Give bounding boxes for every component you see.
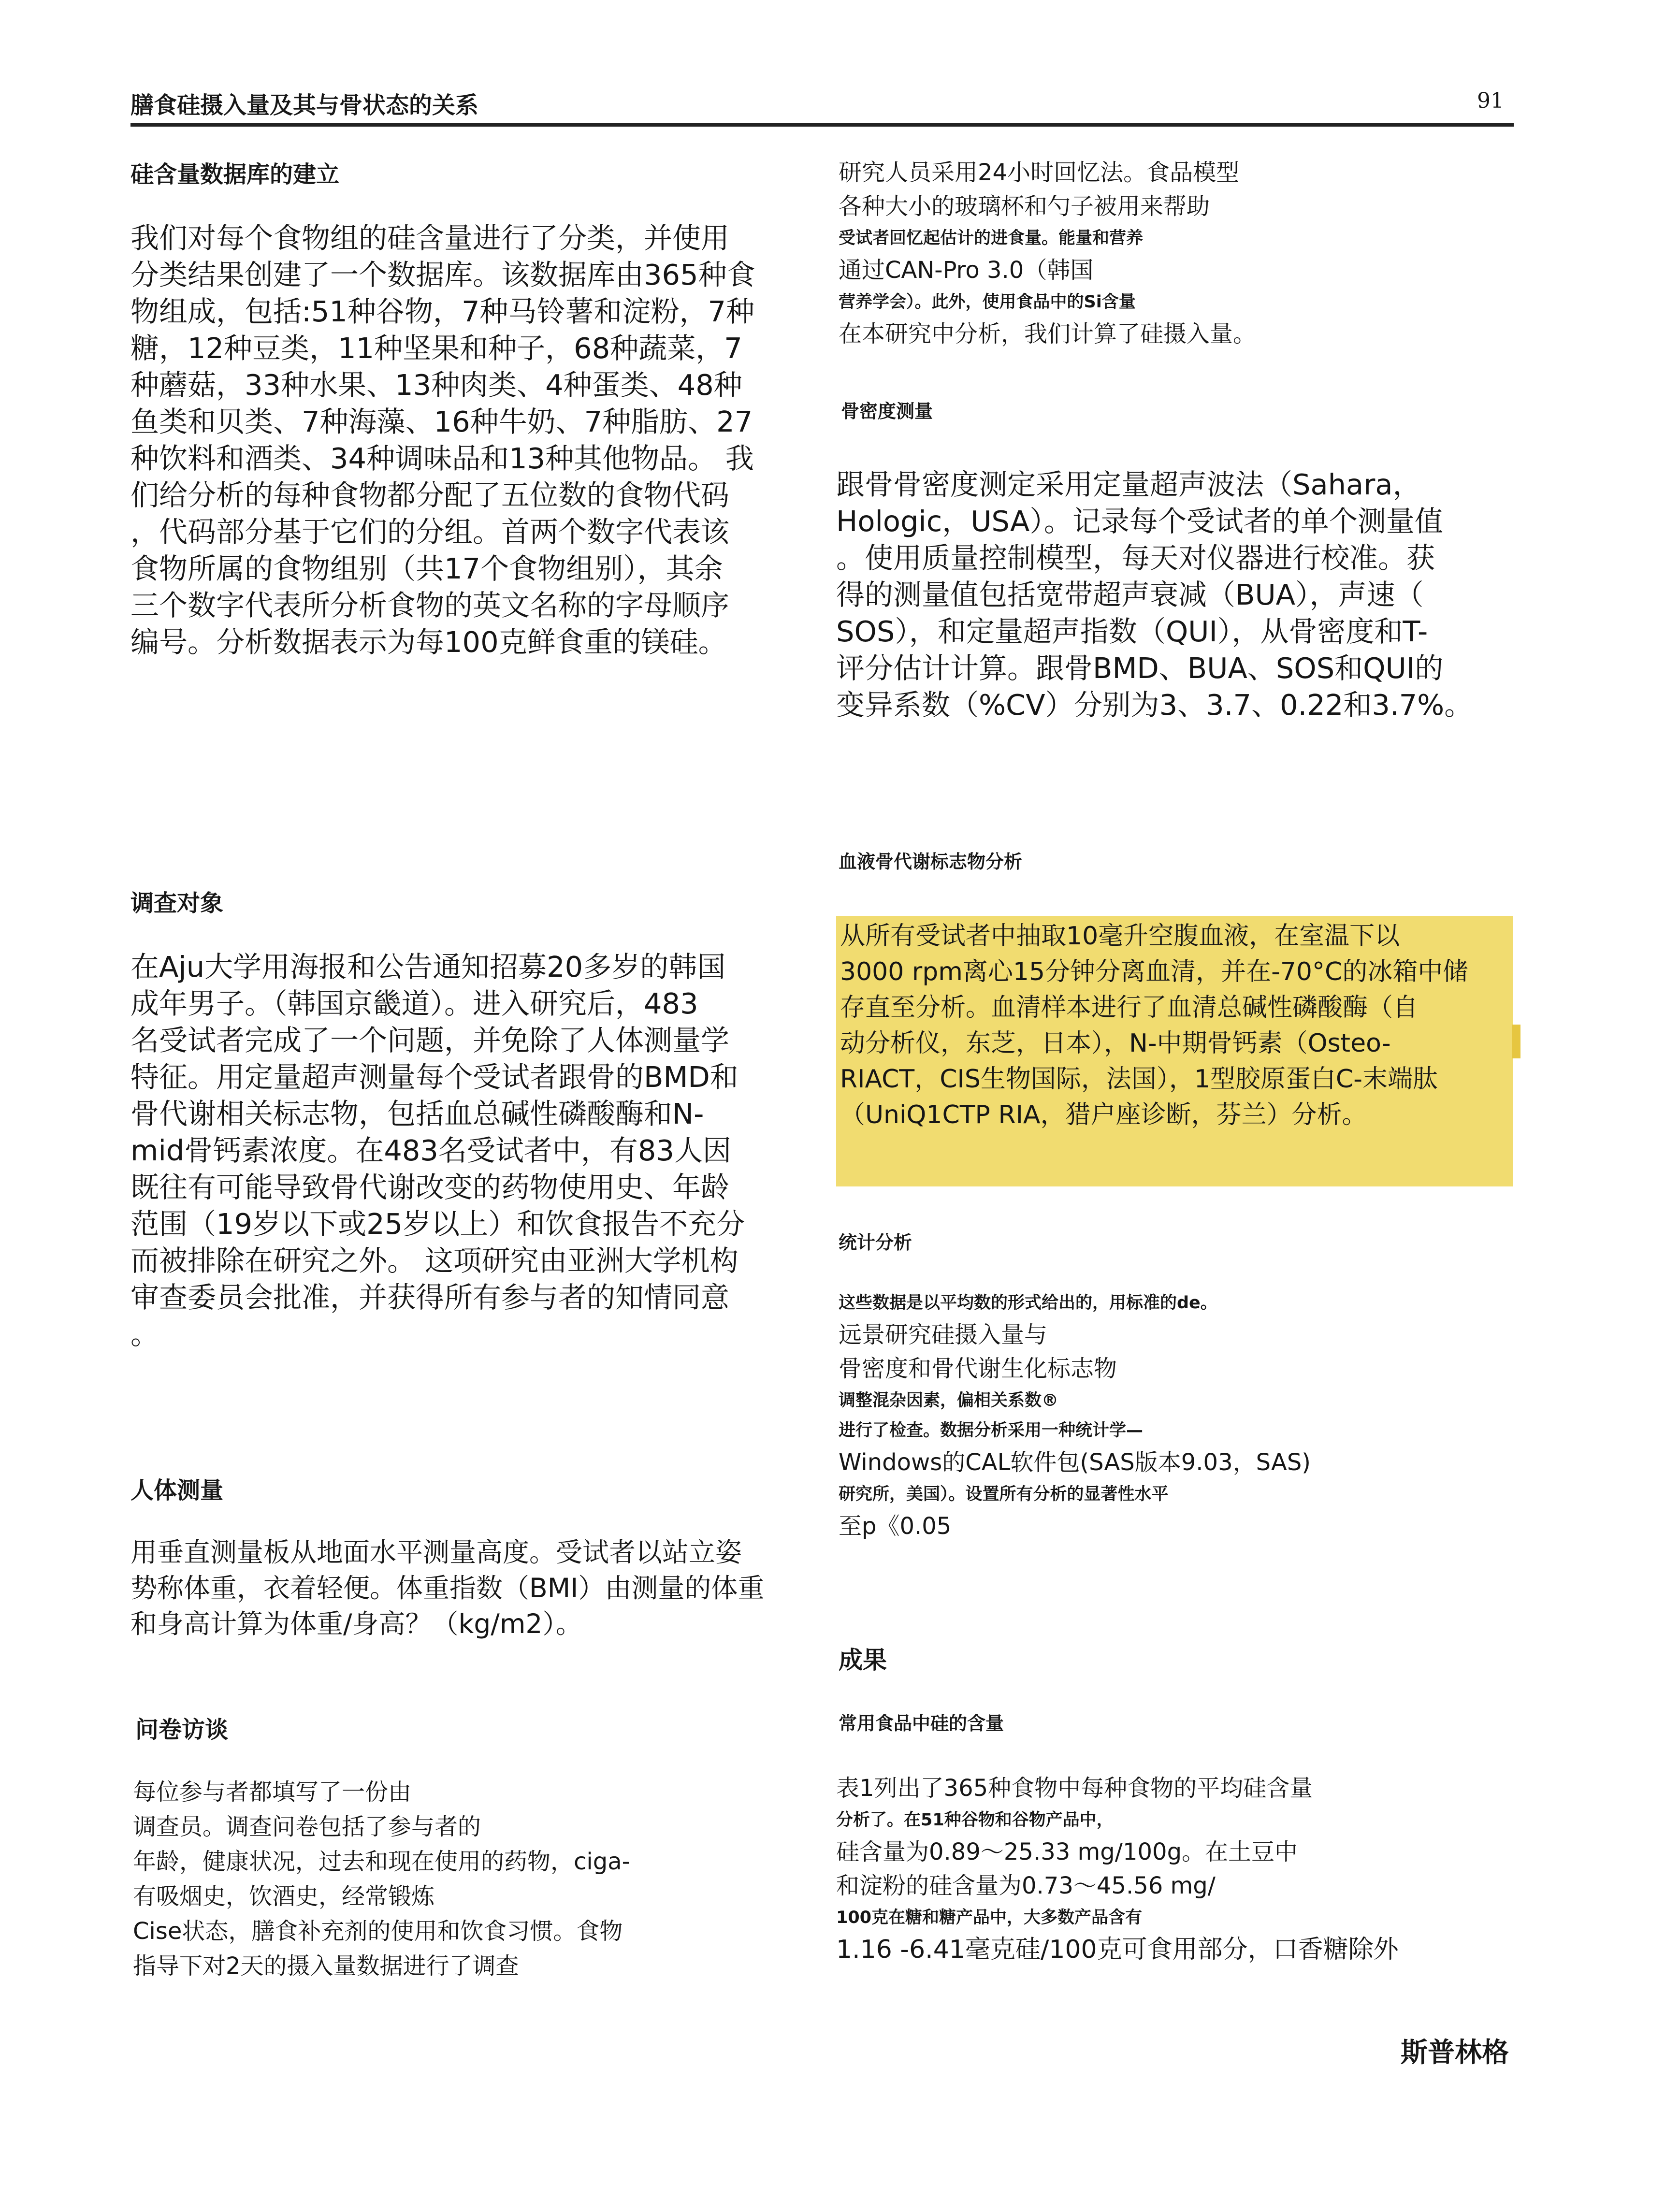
text-line: 三个数字代表所分析食物的英文名称的字母顺序 <box>130 589 730 622</box>
paragraph-questionnaire <box>133 1775 630 1983</box>
text-line: 调整混杂因素，偏相关系数® <box>839 1391 1059 1410</box>
text-line: 和身高计算为体重/身高？（kg/m2）。 <box>130 1608 582 1639</box>
text-line: 受试者回忆起估计的进食量。能量和营养 <box>839 229 1144 248</box>
text-line: RIACT，CIS生物国际，法国），1型胶原蛋白C-末端肽 <box>840 1065 1438 1094</box>
text-line: ，代码部分基于它们的分组。首两个数字代表该 <box>130 515 730 549</box>
section-heading-food-silicon: 常用食品中硅的含量 <box>839 1713 1004 1734</box>
text-line: 通过CAN-Pro 3.0（韩国 <box>839 257 1094 284</box>
text-line: 每位参与者都填写了一份由 <box>133 1778 412 1806</box>
text-line: 名受试者完成了一个问题，并免除了人体测量学 <box>130 1024 730 1057</box>
text-line: 营养学会）。此外，使用食品中的Si含量 <box>839 292 1136 312</box>
text-line: 各种大小的玻璃杯和勺子被用来帮助 <box>839 193 1210 220</box>
text-line: 得的测量值包括宽带超声衰减（BUA），声速（ <box>836 578 1424 611</box>
text-line: 这些数据是以平均数的形式给出的，用标准的de。 <box>839 1293 1217 1313</box>
text-line: 和淀粉的硅含量为0.73～45.56 mg/ <box>836 1872 1216 1899</box>
paragraph-dietary-recall <box>839 156 1256 351</box>
section-heading-results: 成果 <box>839 1646 887 1674</box>
paragraph-statistics <box>839 1288 1311 1543</box>
text-line: 。 <box>130 1317 159 1351</box>
text-line: Hologic，USA）。记录每个受试者的单个测量值 <box>836 505 1443 538</box>
text-line: 编号。分析数据表示为每100克鲜食重的镁硅。 <box>130 625 727 659</box>
section-heading-anthropometry: 人体测量 <box>130 1477 224 1504</box>
paragraph-silicon-database <box>130 220 755 661</box>
section-heading-bone-density: 骨密度测量 <box>841 401 933 422</box>
page-number: 91 <box>1477 88 1504 113</box>
text-line: 食物所属的食物组别（共17个食物组别），其余 <box>130 552 723 585</box>
text-line: 我们对每个食物组的硅含量进行了分类，并使用 <box>130 221 730 255</box>
text-line: 在本研究中分析，我们计算了硅摄入量。 <box>839 320 1257 347</box>
text-line: 研究人员采用24小时回忆法。食品模型 <box>839 159 1240 186</box>
page-header <box>130 85 1514 127</box>
text-line: mid骨钙素浓度。在483名受试者中，有83人因 <box>130 1134 732 1167</box>
text-line: 年龄，健康状况，过去和现在使用的药物，ciga- <box>133 1848 630 1875</box>
text-line: 跟骨骨密度测定采用定量超声波法（Sahara， <box>836 468 1421 501</box>
text-line: 硅含量为0.89～25.33 mg/100g。在土豆中 <box>836 1838 1298 1865</box>
text-line: 至p《0.05 <box>839 1513 952 1540</box>
text-line: 们给分析的每种食物都分配了五位数的食物代码 <box>130 478 730 512</box>
text-line: SOS），和定量超声指数（QUI），从骨密度和T- <box>836 615 1428 648</box>
text-line: 。使用质量控制模型，每天对仪器进行校准。获 <box>836 541 1435 575</box>
paragraph-anthropometry <box>130 1534 764 1642</box>
text-line: 范围（19岁以下或25岁以上）和饮食报告不充分 <box>130 1207 745 1241</box>
text-line: 骨密度和骨代谢生化标志物 <box>839 1355 1117 1382</box>
section-heading-subjects: 调查对象 <box>130 890 224 917</box>
text-line: 评分估计计算。跟骨BMD、BUA、SOS和QUI的 <box>836 651 1444 685</box>
running-title: 膳食硅摄入量及其与骨状态的关系 <box>130 92 479 119</box>
text-line: 变异系数（%CV）分别为3、3.7、0.22和3.7%。 <box>836 688 1473 722</box>
text-line: （UniQ1CTP RIA，猎户座诊断，芬兰）分析。 <box>840 1100 1367 1129</box>
text-line: Windows的CAL软件包(SAS版本9.03，SAS) <box>839 1449 1311 1476</box>
section-heading-blood-markers: 血液骨代谢标志物分析 <box>839 851 1023 872</box>
highlight-edge-mark <box>1512 1025 1520 1058</box>
publisher-name: 斯普林格 <box>1401 2037 1509 2068</box>
text-line: 分析了。在51种谷物和谷物产品中， <box>836 1810 1114 1830</box>
text-line: 特征。用定量超声测量每个受试者跟骨的BMD和 <box>130 1060 738 1094</box>
text-line: 种蘑菇，33种水果、13种肉类、4种蛋类、48种 <box>130 368 742 402</box>
paragraph-bone-density <box>836 466 1473 723</box>
section-heading-questionnaire: 问卷访谈 <box>135 1716 229 1743</box>
paragraph-blood-markers <box>840 918 1512 1133</box>
text-line: 成年男子。（韩国京畿道）。进入研究后，483 <box>130 987 698 1020</box>
text-line: Cise状态，膳食补充剂的使用和饮食习惯。食物 <box>133 1918 623 1945</box>
text-line: 100克在糖和糖产品中，大多数产品含有 <box>836 1908 1143 1927</box>
paragraph-food-silicon <box>836 1771 1399 1966</box>
text-line: 审查委员会批准，并获得所有参与者的知情同意 <box>130 1281 730 1314</box>
text-line: 进行了检查。数据分析采用一种统计学— <box>839 1421 1144 1440</box>
text-line: 种饮料和酒类、34种调味品和13种其他物品。 我 <box>130 442 754 475</box>
text-line: 存直至分析。血清样本进行了血清总碱性磷酸酶（自 <box>840 993 1419 1022</box>
text-line: 动分析仪，东芝，日本），N-中期骨钙素（Osteo- <box>840 1029 1391 1058</box>
text-line: 在Aju大学用海报和公告通知招募20多岁的韩国 <box>130 950 726 983</box>
text-line: 而被排除在研究之外。 这项研究由亚洲大学机构 <box>130 1244 738 1277</box>
text-line: 1.16 -6.41毫克硅/100克可食用部分，口香糖除外 <box>836 1935 1399 1964</box>
text-line: 3000 rpm离心15分钟分离血清，并在-70°C的冰箱中储 <box>840 957 1468 986</box>
text-line: 鱼类和贝类、7种海藻、16种牛奶、7种脂肪、27 <box>130 405 753 438</box>
text-line: 势称体重，衣着轻便。体重指数（BMI）由测量的体重 <box>130 1573 765 1604</box>
text-line: 调查员。调查问卷包括了参与者的 <box>133 1813 481 1840</box>
paragraph-subjects <box>130 949 745 1353</box>
text-line: 研究所，美国）。设置所有分析的显著性水平 <box>839 1485 1169 1504</box>
text-line: 表1列出了365种食物中每种食物的平均硅含量 <box>836 1775 1313 1802</box>
text-line: 远景研究硅摄入量与 <box>839 1321 1048 1348</box>
section-heading-silicon-database: 硅含量数据库的建立 <box>130 161 340 188</box>
text-line: 物组成，包括:51种谷物，7种马铃薯和淀粉，7种 <box>130 295 755 328</box>
text-line: 指导下对2天的摄入量数据进行了调查 <box>133 1952 519 1980</box>
section-heading-statistics: 统计分析 <box>839 1232 912 1253</box>
text-line: 既往有可能导致骨代谢改变的药物使用史、年龄 <box>130 1171 730 1204</box>
text-line: 糖，12种豆类，11种坚果和种子，68种蔬菜，7 <box>130 332 742 365</box>
text-line: 有吸烟史，饮酒史，经常锻炼 <box>133 1883 435 1910</box>
text-line: 分类结果创建了一个数据库。该数据库由365种食 <box>130 258 755 291</box>
text-line: 从所有受试者中抽取10毫升空腹血液，在室温下以 <box>840 922 1400 951</box>
text-line: 骨代谢相关标志物，包括血总碱性磷酸酶和N- <box>130 1097 704 1130</box>
text-line: 用垂直测量板从地面水平测量高度。受试者以站立姿 <box>130 1537 742 1568</box>
